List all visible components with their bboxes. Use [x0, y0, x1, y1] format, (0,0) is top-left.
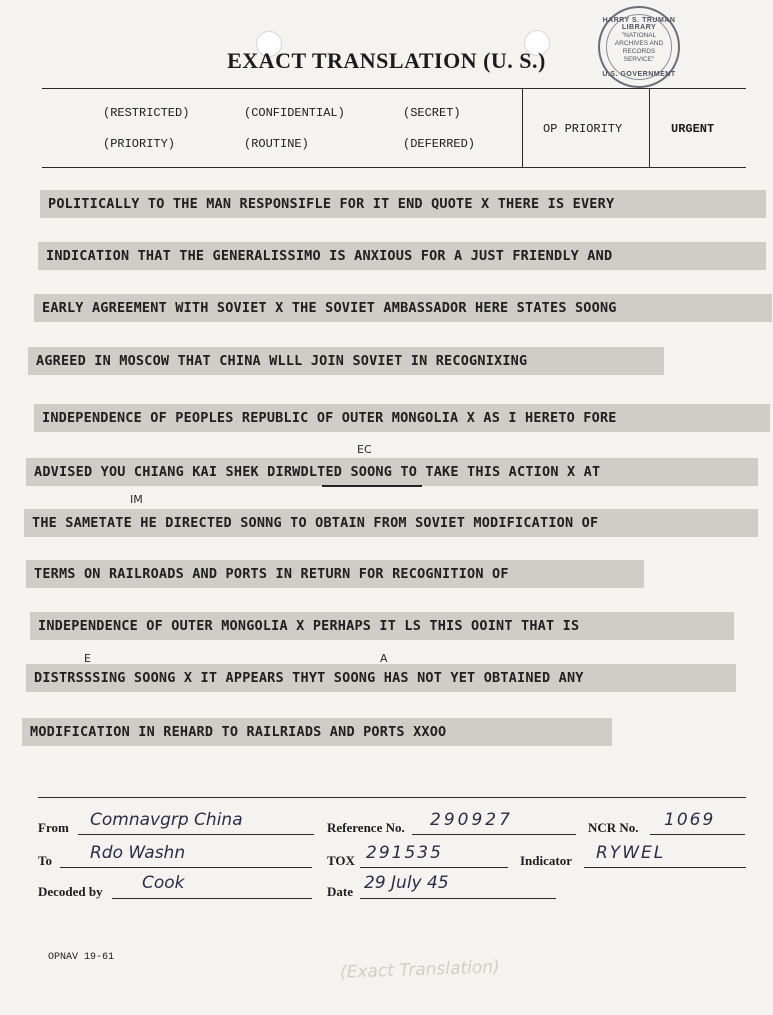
header-divider-1	[522, 88, 523, 168]
header-top-rule	[42, 88, 746, 89]
message-line: EARLY AGREEMENT WITH SOVIET X THE SOVIET AMBASSADOR HERE STATES SOONG	[34, 294, 772, 322]
to-value: Rdo Washn	[90, 843, 186, 863]
correction-e: E	[84, 652, 91, 665]
date-value: 29 July 45	[364, 873, 449, 893]
message-line: THE SAMETATE HE DIRECTED SONNG TO OBTAIN FROM SOVIET MODIFICATION OF	[24, 509, 758, 537]
date-label: Date	[327, 884, 353, 899]
class-priority: (PRIORITY)	[103, 137, 176, 151]
message-line: AGREED IN MOSCOW THAT CHINA WLLL JOIN SOVIET IN RECOGNIXING	[28, 347, 664, 375]
message-line: INDEPENDENCE OF PEOPLES REPUBLIC OF OUTER MONGOLIA X AS I HERETO FORE	[34, 404, 770, 432]
decoded-by-label: Decoded by	[38, 884, 103, 899]
correction-ec: EC	[357, 443, 372, 456]
form-number: OPNAV 19-61	[48, 952, 115, 963]
archive-seal-stamp	[598, 6, 680, 88]
correction-underline	[322, 485, 422, 487]
message-line: MODIFICATION IN REHARD TO RAILRIADS AND PORTS XXOO	[22, 718, 612, 746]
indicator-line	[584, 867, 746, 868]
ncr-label: NCR No.	[588, 820, 639, 835]
from-label: From	[38, 820, 69, 835]
date-line	[360, 898, 556, 899]
from-value: Comnavgrp China	[90, 810, 243, 830]
reference-label: Reference No.	[327, 820, 405, 835]
message-line: DISTRSSSING SOONG X IT APPEARS THYT SOONG HAS NOT YET OBTAINED ANY	[26, 664, 736, 692]
message-line: TERMS ON RAILROADS AND PORTS IN RETURN FOR RECOGNITION OF	[26, 560, 644, 588]
corner-pencil-mark	[21, 8, 80, 20]
tox-label: TOX	[327, 853, 355, 868]
reference-line	[412, 834, 576, 835]
reference-value: 290927	[430, 810, 513, 830]
class-deferred: (DEFERRED)	[403, 137, 476, 151]
class-op-priority: OP PRIORITY	[543, 122, 623, 136]
header-bottom-rule	[42, 167, 746, 168]
tox-value: 291535	[366, 843, 443, 863]
indicator-label: Indicator	[520, 853, 572, 868]
correction-a: A	[380, 652, 388, 665]
message-line: POLITICALLY TO THE MAN RESPONSIFLE FOR IT END QUOTE X THERE IS EVERY	[40, 190, 766, 218]
to-label: To	[38, 853, 52, 868]
tox-line	[360, 867, 508, 868]
decoded-by-value: Cook	[142, 873, 185, 893]
message-line: ADVISED YOU CHIANG KAI SHEK DIRWDLTED SOONG TO TAKE THIS ACTION X AT	[26, 458, 758, 486]
class-urgent: URGENT	[671, 122, 715, 136]
indicator-value: RYWEL	[596, 843, 666, 863]
class-routine: (ROUTINE)	[244, 137, 309, 151]
faint-pencil-note: (Exact Translation)	[339, 957, 501, 983]
to-line	[60, 867, 312, 868]
ncr-value: 1069	[664, 810, 716, 830]
class-restricted: (RESTRICTED)	[103, 106, 190, 120]
footer-top-rule	[38, 797, 746, 798]
seal-bottom-text: U.S. GOVERNMENT	[602, 71, 676, 78]
message-line: INDEPENDENCE OF OUTER MONGOLIA X PERHAPS IT LS THIS OOINT THAT IS	[30, 612, 734, 640]
class-confidential: (CONFIDENTIAL)	[244, 106, 345, 120]
document-title: EXACT TRANSLATION (U. S.)	[227, 48, 546, 73]
seal-top-text: HARRY S. TRUMAN LIBRARY	[602, 17, 676, 31]
class-secret: (SECRET)	[403, 106, 461, 120]
correction-im: IM	[130, 493, 143, 506]
message-line: INDICATION THAT THE GENERALISSIMO IS ANXIOUS FOR A JUST FRIENDLY AND	[38, 242, 766, 270]
seal-middle-text: "NATIONAL ARCHIVES AND RECORDS SERVICE"	[614, 32, 664, 63]
header-divider-2	[649, 88, 650, 168]
ncr-line	[650, 834, 745, 835]
decoded-by-line	[112, 898, 312, 899]
from-line	[78, 834, 314, 835]
